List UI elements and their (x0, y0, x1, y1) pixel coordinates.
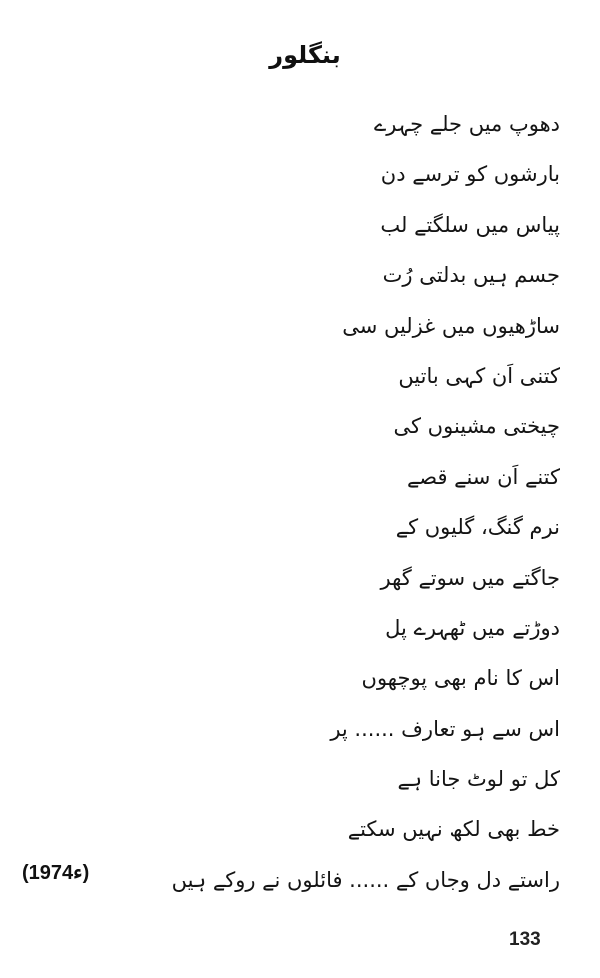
poem-verse: دھوپ میں جلے چہرے (373, 112, 560, 136)
poem-verse: بارشوں کو ترسے دن (380, 162, 560, 187)
poem-verse: جسم ہیں بدلتی رُت (382, 263, 560, 288)
page-number: 133 (509, 929, 541, 950)
poem-body (171, 104, 560, 910)
poem-verse: جاگتے میں سوتے گھر (380, 565, 560, 590)
poem-verse: کتنے اَن سنے قصے (406, 464, 560, 489)
poem-verse: اس سے ہو تعارف ...... پر (330, 716, 560, 741)
poem-verse: راستے دل وجاں کے ...... فائلوں نے روکے ہیں (171, 867, 560, 892)
poem-verse: پیاس میں سلگتے لب (380, 212, 560, 237)
poem-title: بنگلور (269, 41, 341, 69)
poem-verse: نرم گنگ، گلیوں کے (395, 515, 560, 540)
poem-verse: خط بھی لکھ نہیں سکتے (347, 817, 560, 842)
poem-verse: اس کا نام بھی پوچھوں (361, 666, 560, 691)
poem-date: (1974ء) (22, 862, 90, 884)
poem-verse: دوڑتے میں ٹھہرے پل (385, 615, 560, 640)
poem-verse: ساڑھیوں میں غزلیں سی (342, 313, 560, 338)
poem-verse: کتنی اَن کہی باتیں (398, 363, 560, 388)
poem-verse: کل تو لوٹ جانا ہے (397, 767, 560, 792)
poem-verse: چیختی مشینوں کی (393, 414, 560, 439)
